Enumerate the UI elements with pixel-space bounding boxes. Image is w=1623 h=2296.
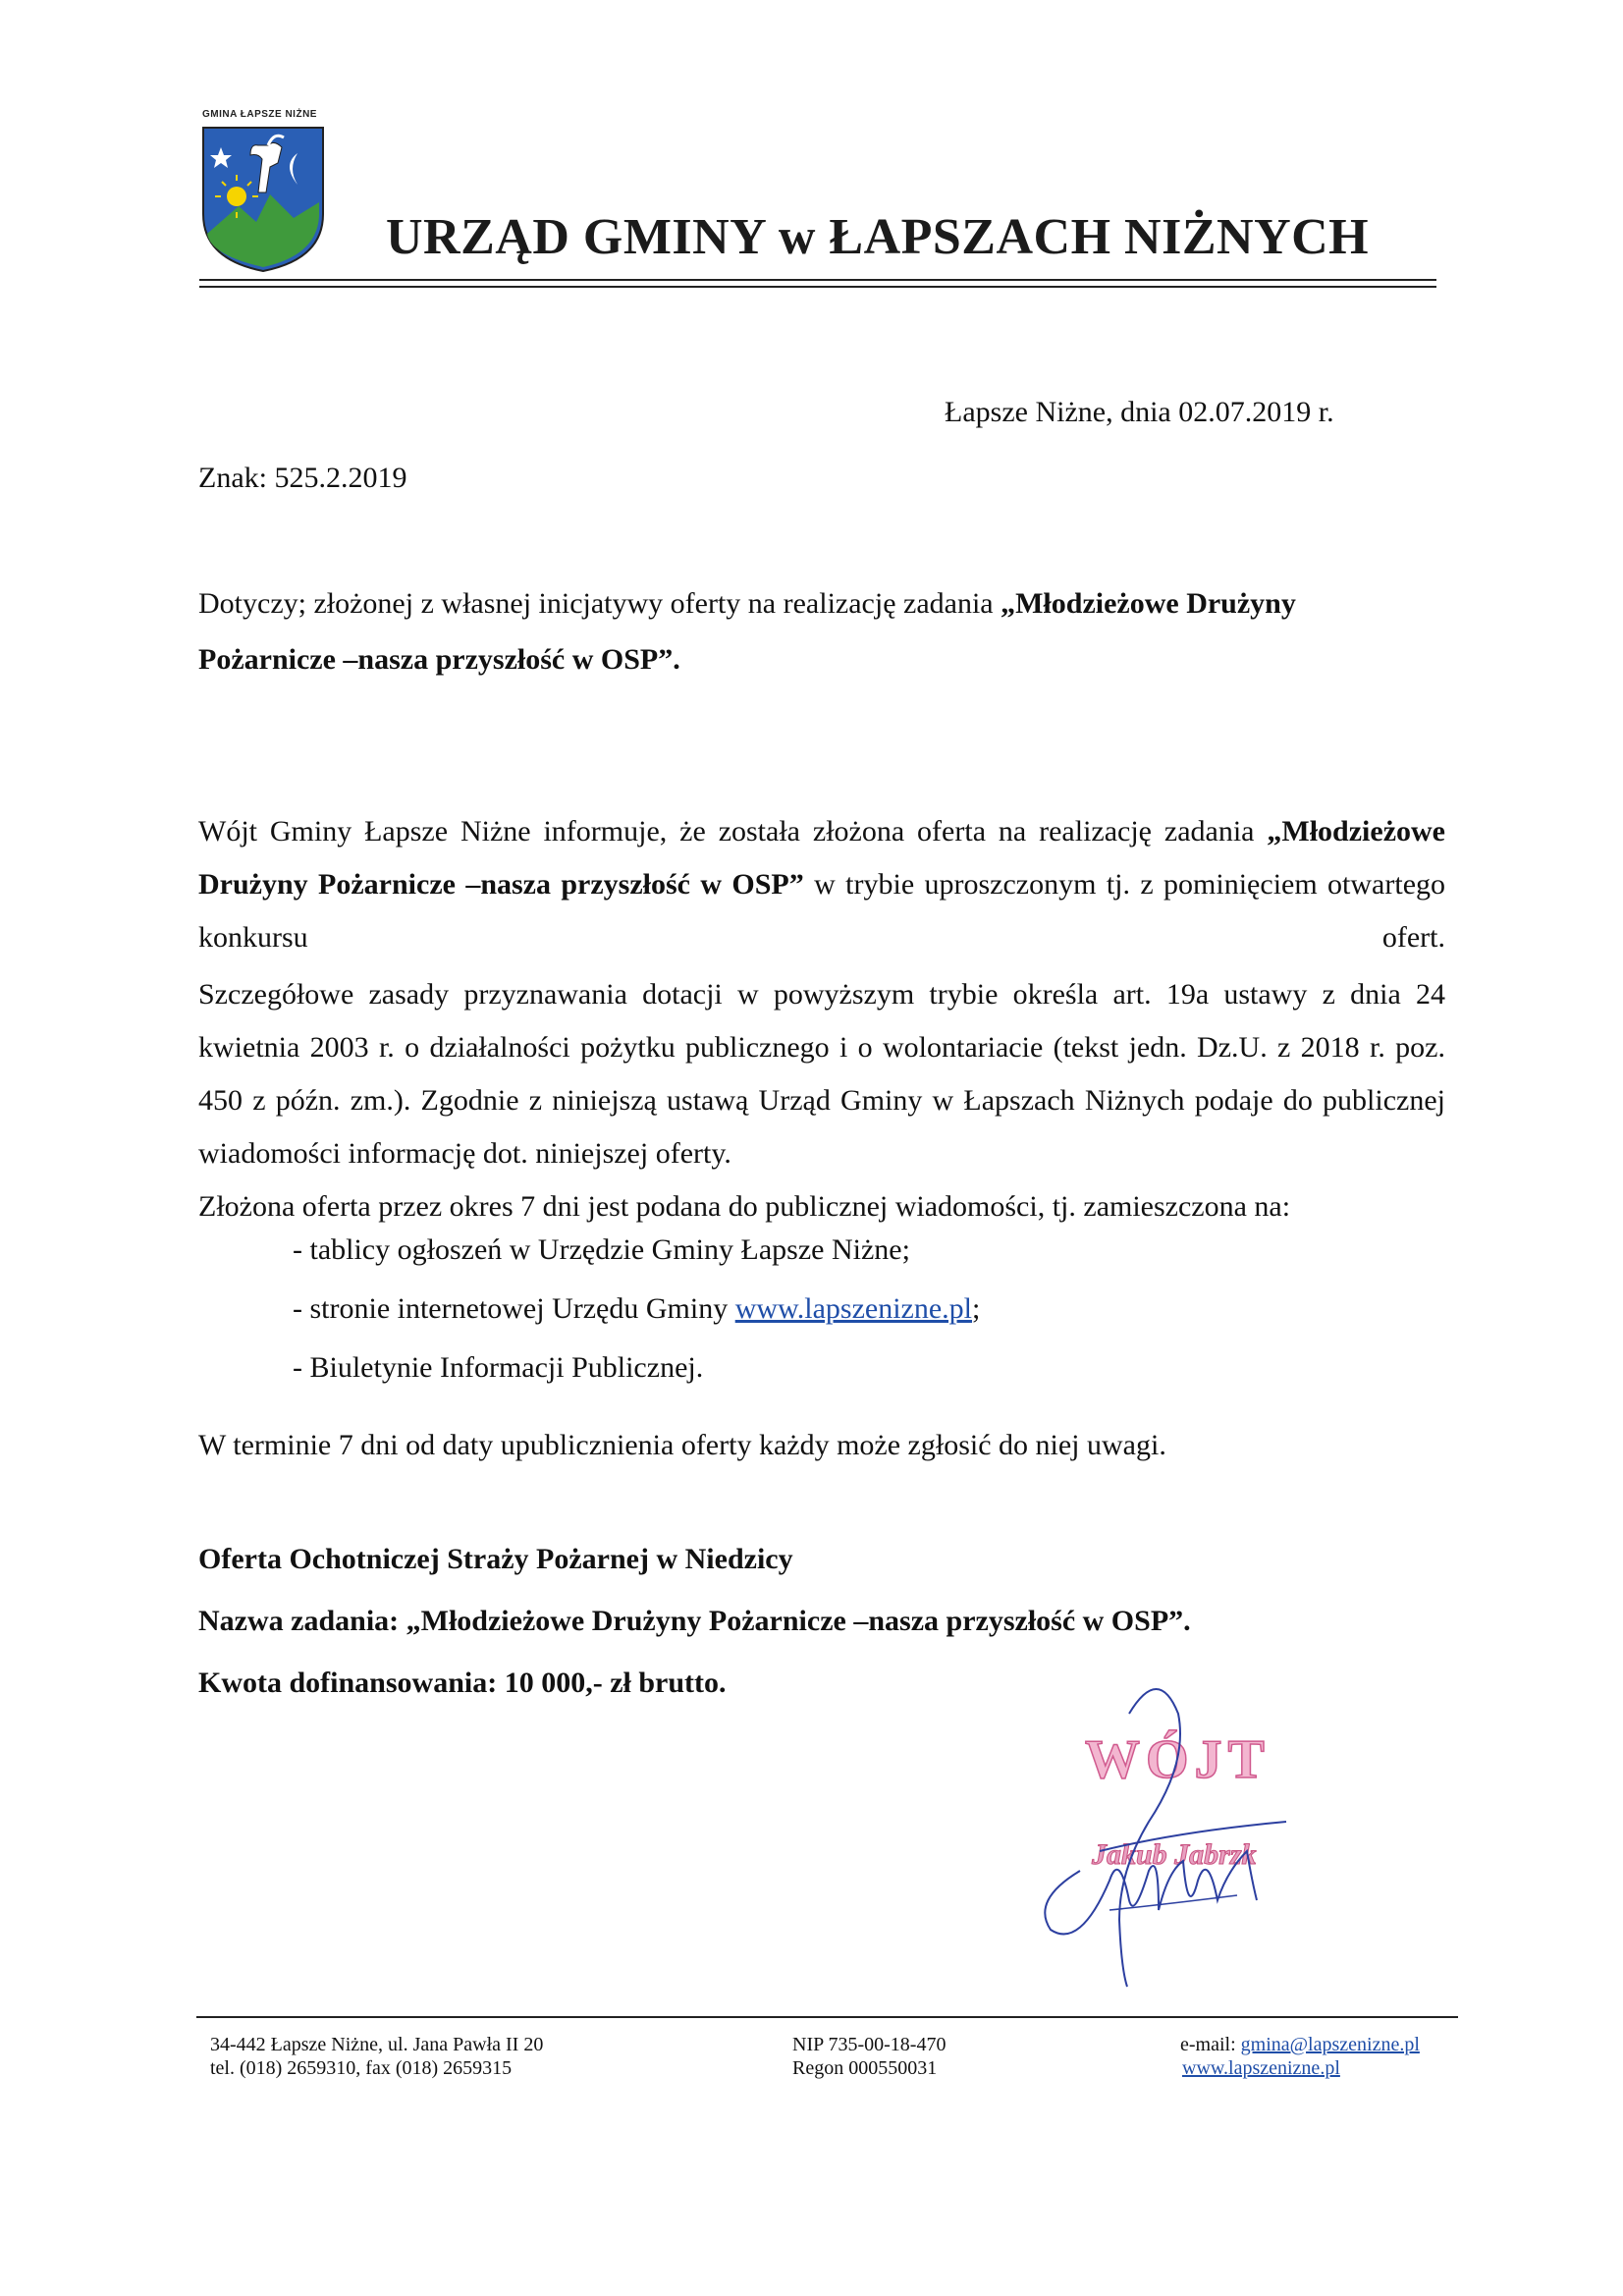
- footer-registry: [792, 2033, 946, 2080]
- offer-task-name: Nazwa zadania: „Młodzieżowe Drużyny Pożarnicze –nasza przyszłość w OSP”.: [198, 1605, 1191, 1637]
- p1-suffix: w trybie uproszczonym tj. z pominięciem otwartego konkursu ofert.: [198, 868, 1446, 954]
- crest-caption: GMINA ŁAPSZE NIŻNE: [202, 109, 317, 120]
- subject-prefix: Dotyczy; złożonej z własnej inicjatywy oferty na realizację zadania: [198, 587, 1001, 620]
- offer-organization: Oferta Ochotniczej Straży Pożarnej w Niedzicy: [198, 1543, 793, 1575]
- phone-fax: tel. (018) 2659310, fax (018) 2659315: [210, 2057, 513, 2079]
- website-link-footer[interactable]: www.lapszenizne.pl: [1182, 2057, 1340, 2079]
- list-item: [293, 1280, 980, 1339]
- p1-prefix: Wójt Gminy Łapsze Niżne informuje, że została złożona oferta na realizację zadania: [198, 815, 1268, 847]
- list-item: - Biuletynie Informacji Publicznej.: [293, 1351, 704, 1384]
- header-rule-top: [199, 279, 1436, 281]
- footer-address: [210, 2033, 543, 2080]
- coat-of-arms-icon: [199, 124, 327, 273]
- bullet2-prefix: - stronie internetowej Urzędu Gminy: [293, 1292, 735, 1325]
- date-line: Łapsze Niżne, dnia 02.07.2019 r.: [945, 396, 1334, 428]
- list-item: - tablicy ogłoszeń w Urzędzie Gminy Łapsze Niżne;: [293, 1233, 910, 1266]
- email-line: [1180, 2033, 1420, 2056]
- body-paragraph-1: [198, 805, 1445, 964]
- body-paragraph-3: Złożona oferta przez okres 7 dni jest podana do publicznej wiadomości, tj. zamieszczona na:: [198, 1190, 1291, 1223]
- body-paragraph-2: Szczegółowe zasady przyznawania dotacji w powyższym trybie określa art. 19a ustawy z dnia 24 kwietnia 2003 r. o działalności pożytku publicznego i o wolontariacie (tekst jedn. Dz.U. z 2018 r. poz. 450 z późn. zm.). Zgodnie z niniejszą ustawą Urząd Gminy w Łapszach Niżnych podaje do publicznej wiadomości informację dot. niniejszej oferty.: [198, 978, 1445, 1170]
- nip: NIP 735-00-18-470: [792, 2034, 947, 2055]
- address: 34-442 Łapsze Niżne, ul. Jana Pawła II 20: [210, 2034, 544, 2055]
- p1-task-name: „Młodzieżowe Drużyny Pożarnicze –nasza przyszłość w OSP”: [198, 815, 1445, 901]
- bullet2-suffix: ;: [972, 1292, 981, 1325]
- offer-amount: Kwota dofinansowania: 10 000,- zł brutto.: [198, 1667, 727, 1699]
- subject-paragraph: [198, 575, 1435, 687]
- footer-rule: [196, 2016, 1458, 2018]
- header-rule-bottom: [199, 286, 1436, 288]
- regon: Regon 000550031: [792, 2057, 938, 2079]
- reference-number: Znak: 525.2.2019: [198, 462, 407, 494]
- subject-task-name: „Młodzieżowe Drużyny Pożarnicze –nasza przyszłość w OSP”.: [198, 587, 1296, 676]
- stamp-title: WÓJT: [1085, 1729, 1271, 1790]
- email-link[interactable]: gmina@lapszenizne.pl: [1240, 2034, 1420, 2055]
- email-label: e-mail:: [1180, 2034, 1241, 2055]
- website-link[interactable]: www.lapszenizne.pl: [734, 1292, 973, 1325]
- stamp-name: Jakub Jabrzk: [1092, 1838, 1257, 1871]
- office-title: URZĄD GMINY w ŁAPSZACH NIŻNYCH: [386, 209, 1370, 265]
- footer-contact: [1180, 2033, 1420, 2080]
- body-paragraph-4: W terminie 7 dni od daty upublicznienia oferty każdy może zgłosić do niej uwagi.: [198, 1429, 1166, 1461]
- signature-icon: [1011, 1674, 1306, 1989]
- publication-list: [293, 1221, 980, 1397]
